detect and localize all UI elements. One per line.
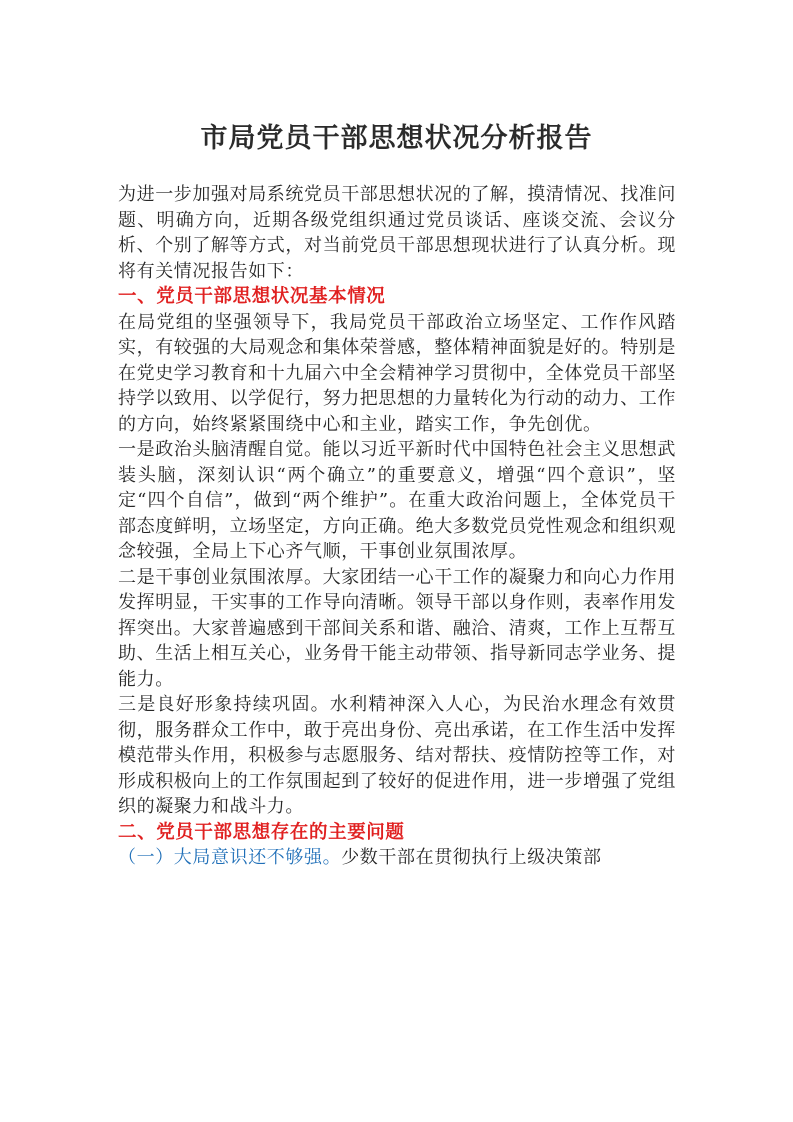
section1-paragraph-4: 三是良好形象持续巩固。水利精神深入人心，为民治水理念有效贯彻，服务群众工作中，敢于亮出身份、亮出承诺，在工作生活中发挥模范带头作用，积极参与志愿服务、结对帮扶、疫情防控等工作，对形成积极向上的工作氛围起到了较好的促进作用，进一步增强了党组织的凝聚力和战斗力。 [118, 694, 676, 817]
section1-paragraph-3: 二是干事创业氛围浓厚。大家团结一心干工作的凝聚力和向心力作用发挥明显，干实事的工作导向清晰。领导干部以身作则，表率作用发挥突出。大家普遍感到干部间关系和谐、融洽、清爽，工作上互帮互助、生活上相互关心，业务骨干能主动带领、指导新同志学业务、提能力。 [118, 566, 676, 690]
document-title: 市局党员干部思想状况分析报告 [200, 123, 593, 154]
subsection-text: 少数干部在贯彻执行上级决策部 [341, 847, 602, 868]
section1-paragraph-2: 一是政治头脑清醒自觉。能以习近平新时代中国特色社会主义思想武装头脑，深刻认识“两个确立”的重要意义，增强“四个意识”，坚定“四个自信”，做到“两个维护”。在重大政治问题上，全体党员干部态度鲜明，立场坚定，方向正确。绝大多数党员党性观念和组织观念较强，全局上下心齐气顺，干事创业氛围浓厚。 [118, 439, 676, 562]
section1-paragraph-1: 在局党组的坚强领导下，我局党员干部政治立场坚定、工作作风踏实，有较强的大局观念和集体荣誉感，整体精神面貌是好的。特别是在党史学习教育和十九届六中全会精神学习贯彻中，全体党员干部坚持学以致用、以学促行，努力把思想的力量转化为行动的动力、工作的方向，始终紧紧围绕中心和主业，踏实工作，争先创优。 [118, 311, 676, 435]
intro-paragraph: 为进一步加强对局系统党员干部思想状况的了解，摸清情况、找准问题、明确方向，近期各级党组织通过党员谈话、座谈交流、会议分析、个别了解等方式，对当前党员干部思想现状进行了认真分析。现将有关情况报告如下： [118, 184, 676, 282]
document-body [118, 182, 676, 871]
section-heading-1: 一、党员干部思想状况基本情况 [118, 286, 386, 307]
subsection-label: （一）大局意识还不够强。 [118, 847, 342, 868]
section2-item-1 [118, 845, 676, 871]
section-heading-2: 二、党员干部思想存在的主要问题 [118, 821, 405, 843]
